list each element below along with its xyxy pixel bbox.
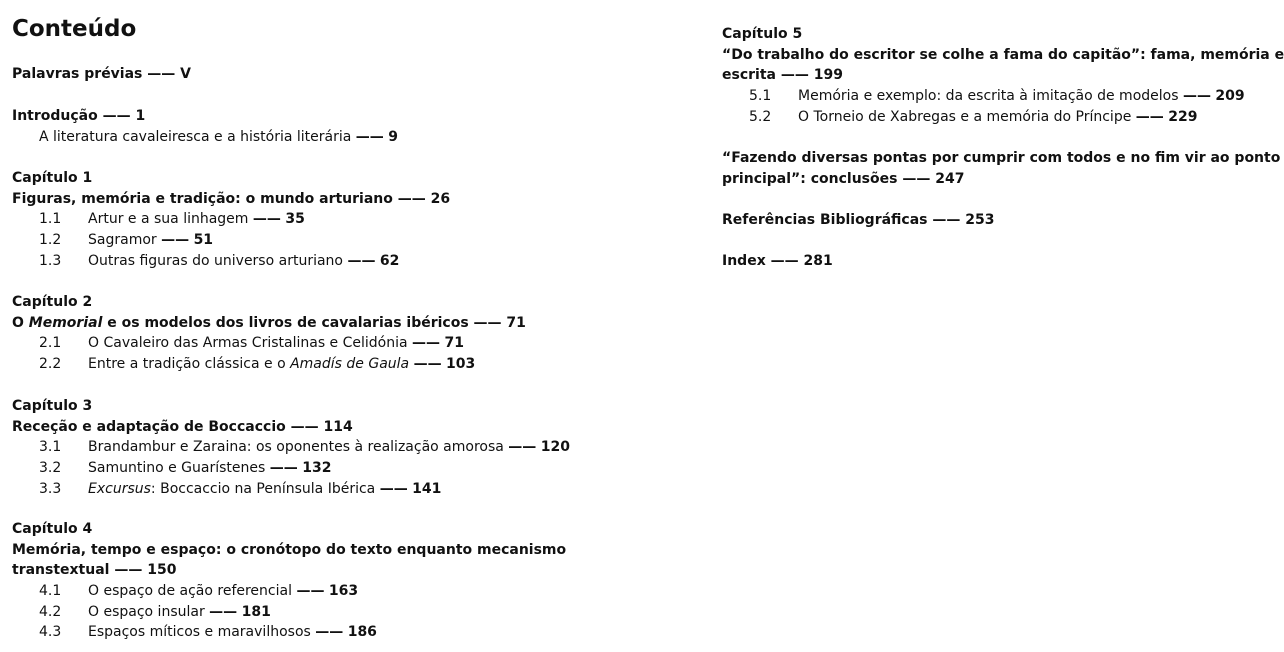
chapter-title-line1: “Do trabalho do escritor se colhe a fama do capitão”: fama, memória e [722,46,1284,63]
section-number: 1.3 [39,252,62,269]
chapter-title-line2: escrita [722,67,776,84]
chapter-title: Figuras, memória e tradição: o mundo arturiano [12,190,393,207]
toc-subentry [12,602,566,623]
chapter-heading: Capítulo 2 [12,294,93,310]
leader-dash: —— [412,335,441,352]
chapter-heading: Capítulo 3 [12,398,93,414]
entry-label: Palavras prévias [12,66,143,82]
chapter-heading: Capítulo 4 [12,521,93,537]
leader-dash: —— [355,128,384,145]
page-number: 9 [388,128,398,145]
leader-dash: —— [209,603,238,620]
toc-chapter-1 [12,168,450,271]
toc-entry-introducao [12,106,398,147]
section-number: 4.1 [39,583,62,600]
entry-label: Espaços míticos e maravilhosos [88,624,311,641]
page-number: 71 [506,314,526,331]
leader-dash: —— [252,211,281,228]
toc-subentry [12,437,570,458]
toc-subentry [12,622,566,643]
page-number: 181 [241,603,271,620]
leader-dash: —— [902,170,931,187]
chapter-title-post: e os modelos dos livros de cavalarias ibéricos [102,314,469,331]
entry-label: Sagramor [88,232,157,249]
toc-subentry [12,333,526,354]
leader-dash: —— [347,252,376,269]
chapter-heading: Capítulo 5 [722,26,803,42]
section-number: 1.1 [39,211,62,228]
toc-chapter-2 [12,292,526,375]
section-number: 3.3 [39,480,62,497]
toc-entry-referencias [722,210,995,231]
leader-dash: —— [413,356,442,373]
section-number: 4.3 [39,624,62,641]
page-number: 150 [147,562,177,579]
toc-subentry [12,251,450,272]
page-number: 103 [446,356,476,373]
leader-dash: —— [269,460,298,477]
toc-subentry [722,86,1284,107]
entry-label: O Torneio de Xabregas e a memória do Príncipe [798,108,1132,125]
chapter-title-line1: Memória, tempo e espaço: o cronótopo do texto enquanto mecanismo [12,541,567,558]
leader-dash: —— [397,190,426,207]
page-title: Conteúdo [12,16,137,42]
page-number: 26 [430,190,451,207]
page-number: 51 [193,232,214,249]
page-number: 253 [965,212,995,228]
leader-dash: —— [1135,108,1164,125]
page-number: 199 [813,67,843,84]
page-number: 132 [302,460,332,477]
leader-dash: —— [296,583,325,600]
toc-subentry [12,581,566,602]
entry-label: Introdução [12,108,98,124]
leader-dash: —— [161,232,190,249]
toc-subentry [722,107,1284,128]
page-number: 209 [1215,88,1245,105]
entry-label: O espaço insular [88,603,205,620]
leader-dash: —— [379,480,408,497]
toc-entry-palavras [12,64,191,85]
entry-label: Samuntino e Guarístenes [88,460,266,477]
chapter-title-pre: O [12,314,29,331]
page-number: 120 [540,439,570,456]
leader-dash: —— [102,108,131,124]
section-number: 5.2 [749,108,772,125]
page-number: 229 [1168,108,1198,125]
entry-label: Referências Bibliográficas [722,212,928,228]
page-number: 35 [285,211,305,228]
toc-chapter-3 [12,396,570,499]
section-number: 4.2 [39,603,62,620]
chapter-title-em: Memorial [28,314,103,331]
leader-dash: —— [932,212,961,228]
toc-subentry [12,458,353,479]
chapter-heading: Capítulo 1 [12,170,93,186]
leader-dash: —— [1182,88,1211,105]
section-number: 3.2 [39,460,62,477]
page-number: 1 [135,108,146,124]
page-number: 281 [803,253,833,269]
page-number: 71 [444,335,464,352]
section-number: 3.1 [39,439,62,456]
leader-dash: —— [508,439,537,456]
page-number: 163 [328,583,359,600]
entry-label-em: Excursus [88,480,151,497]
entry-label: Entre a tradição clássica e o [88,356,291,373]
toc-chapter-5 [722,24,1284,127]
toc-entry-conclusoes [722,148,1280,189]
entry-label: Index [722,253,766,269]
entry-label: Memória e exemplo: da escrita à imitação de modelos [798,88,1179,105]
entry-label: O Cavaleiro das Armas Cristalinas e Celidónia [88,335,408,352]
leader-dash: —— [770,253,799,269]
section-number: 2.2 [39,356,62,373]
toc-subentry [12,479,442,500]
toc-subentry [12,209,450,230]
chapter-title: Receção e adaptação de Boccaccio [12,418,286,435]
entry-label: O espaço de ação referencial [88,583,292,600]
entry-label: : Boccaccio na Península Ibérica [150,480,376,497]
leader-dash: —— [315,624,344,641]
entry-label: Outras figuras do universo arturiano [88,252,343,269]
toc-subentry [12,127,398,148]
entry-label: Brandambur e Zaraina: os oponentes à realização amorosa [88,439,504,456]
page-number: 141 [412,480,442,497]
toc-subentry [12,354,526,375]
entry-label: A literatura cavaleiresca e a história literária [39,128,352,145]
leader-dash: —— [473,314,502,331]
page-number: 62 [379,252,400,269]
toc-subentry [12,230,450,251]
page-number: 186 [347,624,377,641]
leader-dash: —— [290,418,319,435]
entry-label: Artur e a sua linhagem [88,211,249,228]
section-number: 1.2 [39,232,62,249]
leader-dash: —— [780,67,809,84]
page-number: V [180,66,191,82]
page-number: 247 [935,170,965,187]
toc-chapter-4 [12,519,566,643]
page-number: 114 [323,418,353,435]
entry-label-em: Amadís de Gaula [290,356,410,373]
section-number: 2.1 [39,335,62,352]
leader-dash: —— [147,66,176,82]
leader-dash: —— [114,562,143,579]
chapter-title-line2: transtextual [12,562,110,579]
section-number: 5.1 [749,88,772,105]
entry-label-line2: principal”: conclusões [722,170,898,187]
toc-entry-index [722,251,833,272]
entry-label-line1: “Fazendo diversas pontas por cumprir com todos e no fim vir ao ponto [722,150,1281,166]
